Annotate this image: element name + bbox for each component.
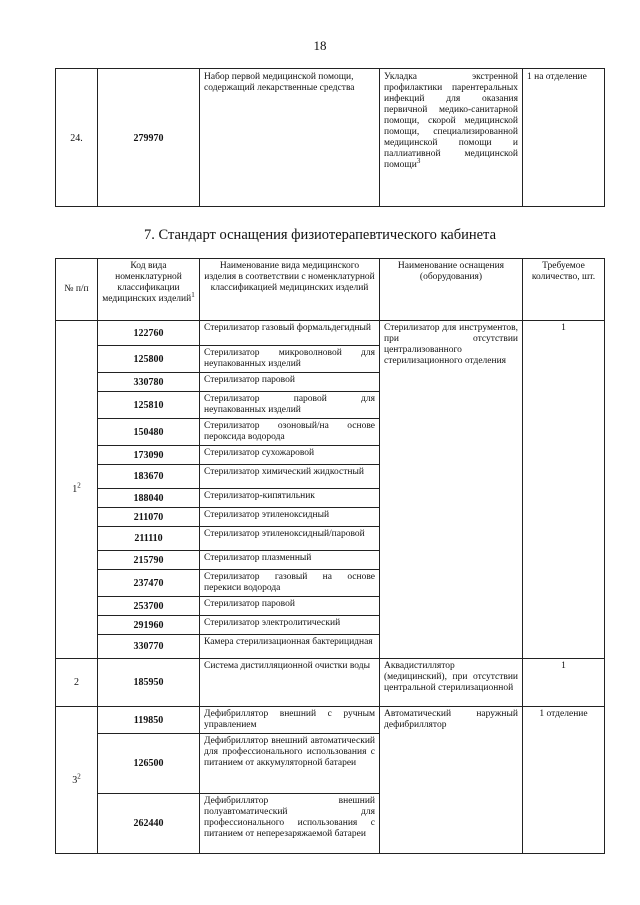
row-code: 173090 [98, 446, 200, 465]
row-name: Стерилизатор этиленоксидный [200, 508, 380, 527]
row-quantity: 1 отделение [523, 707, 605, 854]
row-code: 330770 [98, 635, 200, 659]
row-number: 24. [56, 69, 98, 207]
row-code: 211110 [98, 527, 200, 551]
row-code: 279970 [98, 69, 200, 207]
row-code: 126500 [98, 734, 200, 794]
row-code: 188040 [98, 489, 200, 508]
row-name: Стерилизатор сухожаровой [200, 446, 380, 465]
header-row [56, 259, 605, 321]
row-name: Стерилизатор паровой [200, 597, 380, 616]
section-title: 7. Стандарт оснащения физиотерапевтического кабинета [143, 227, 496, 243]
row-code: 185950 [98, 659, 200, 707]
row-name: Система дистилляционной очистки воды [200, 659, 380, 707]
row-name: Стерилизатор паровой для неупакованных изделий [200, 392, 380, 419]
row-number: 2 [56, 659, 98, 707]
previous-section-table [55, 68, 605, 207]
row-code: 237470 [98, 570, 200, 597]
row-code: 291960 [98, 616, 200, 635]
row-code: 262440 [98, 794, 200, 854]
table-body [56, 321, 605, 854]
row-name: Дефибриллятор внешний с ручным управлением [200, 707, 380, 734]
row-number: $3^2$ [56, 707, 98, 854]
row-equipment: Стерилизатор для инструментов, при отсутствии централизованного стерилизационного отделения [380, 321, 523, 659]
row-quantity: 1 [523, 321, 605, 659]
row-name: Стерилизатор газовый на основе перекиси водорода [200, 570, 380, 597]
row-quantity: 1 на отделение [523, 69, 605, 207]
row-name: Стерилизатор этиленоксидный/паровой [200, 527, 380, 551]
row-name: Стерилизатор электролитический [200, 616, 380, 635]
row-code: 183670 [98, 465, 200, 489]
row-code: 211070 [98, 508, 200, 527]
row-quantity: 1 [523, 659, 605, 707]
row-equipment: Автоматический наружный дефибриллятор [380, 707, 523, 854]
header-equipment: Наименование оснащения (оборудования) [380, 259, 523, 321]
row-name: Стерилизатор плазменный [200, 551, 380, 570]
row-name: Стерилизатор микроволновой для неупакованных изделий [200, 346, 380, 373]
header-quantity: Требуемое количество, шт. [523, 259, 605, 321]
row-name: Дефибриллятор внешний полуавтоматический для профессионального использования с питанием от неперезаряжаемой батареи [200, 794, 380, 854]
row-code: 125810 [98, 392, 200, 419]
row-name: Набор первой медицинской помощи, содержащий лекарственные средства [200, 69, 380, 207]
row-name: Стерилизатор паровой [200, 373, 380, 392]
row-name: Стерилизатор химический жидкостный [200, 465, 380, 489]
row-code: 215790 [98, 551, 200, 570]
row-code: 122760 [98, 321, 200, 346]
row-code: 330780 [98, 373, 200, 392]
row-code: 253700 [98, 597, 200, 616]
header-name: Наименование вида медицинского изделия в соответствии с номенклатурной классификацией медицинских изделий [200, 259, 380, 321]
page-number: 18 [313, 38, 327, 53]
row-name: Стерилизатор-кипятильник [200, 489, 380, 508]
header-code: Код вида номенклатурной классификации медицинских изделий$^1$ [98, 259, 200, 321]
row-code: 119850 [98, 707, 200, 734]
row-name: Стерилизатор озоновый/на основе пероксида водорода [200, 419, 380, 446]
table-row [56, 707, 605, 734]
table-row [56, 321, 605, 346]
header-num: № п/п [56, 259, 98, 321]
table-row [56, 659, 605, 707]
row-code: 125800 [98, 346, 200, 373]
equipment-table [55, 258, 605, 854]
table-row [56, 69, 605, 207]
row-number: $1^2$ [56, 321, 98, 659]
row-name: Камера стерилизационная бактерицидная [200, 635, 380, 659]
row-code: 150480 [98, 419, 200, 446]
row-equipment: Аквадистиллятор (медицинский), при отсутствии центральной стерилизационной [380, 659, 523, 707]
row-name: Стерилизатор газовый формальдегидный [200, 321, 380, 346]
row-equipment: Укладка экстренной профилактики парентеральных инфекций для оказания первичной медико-санитарной помощи, скорой медицинской помощи, специализированной медицинской помощи и паллиативной медицинской помощи$^3$ [380, 69, 523, 207]
row-name: Дефибриллятор внешний автоматический для профессионального использования с питанием от аккумуляторной батареи [200, 734, 380, 794]
